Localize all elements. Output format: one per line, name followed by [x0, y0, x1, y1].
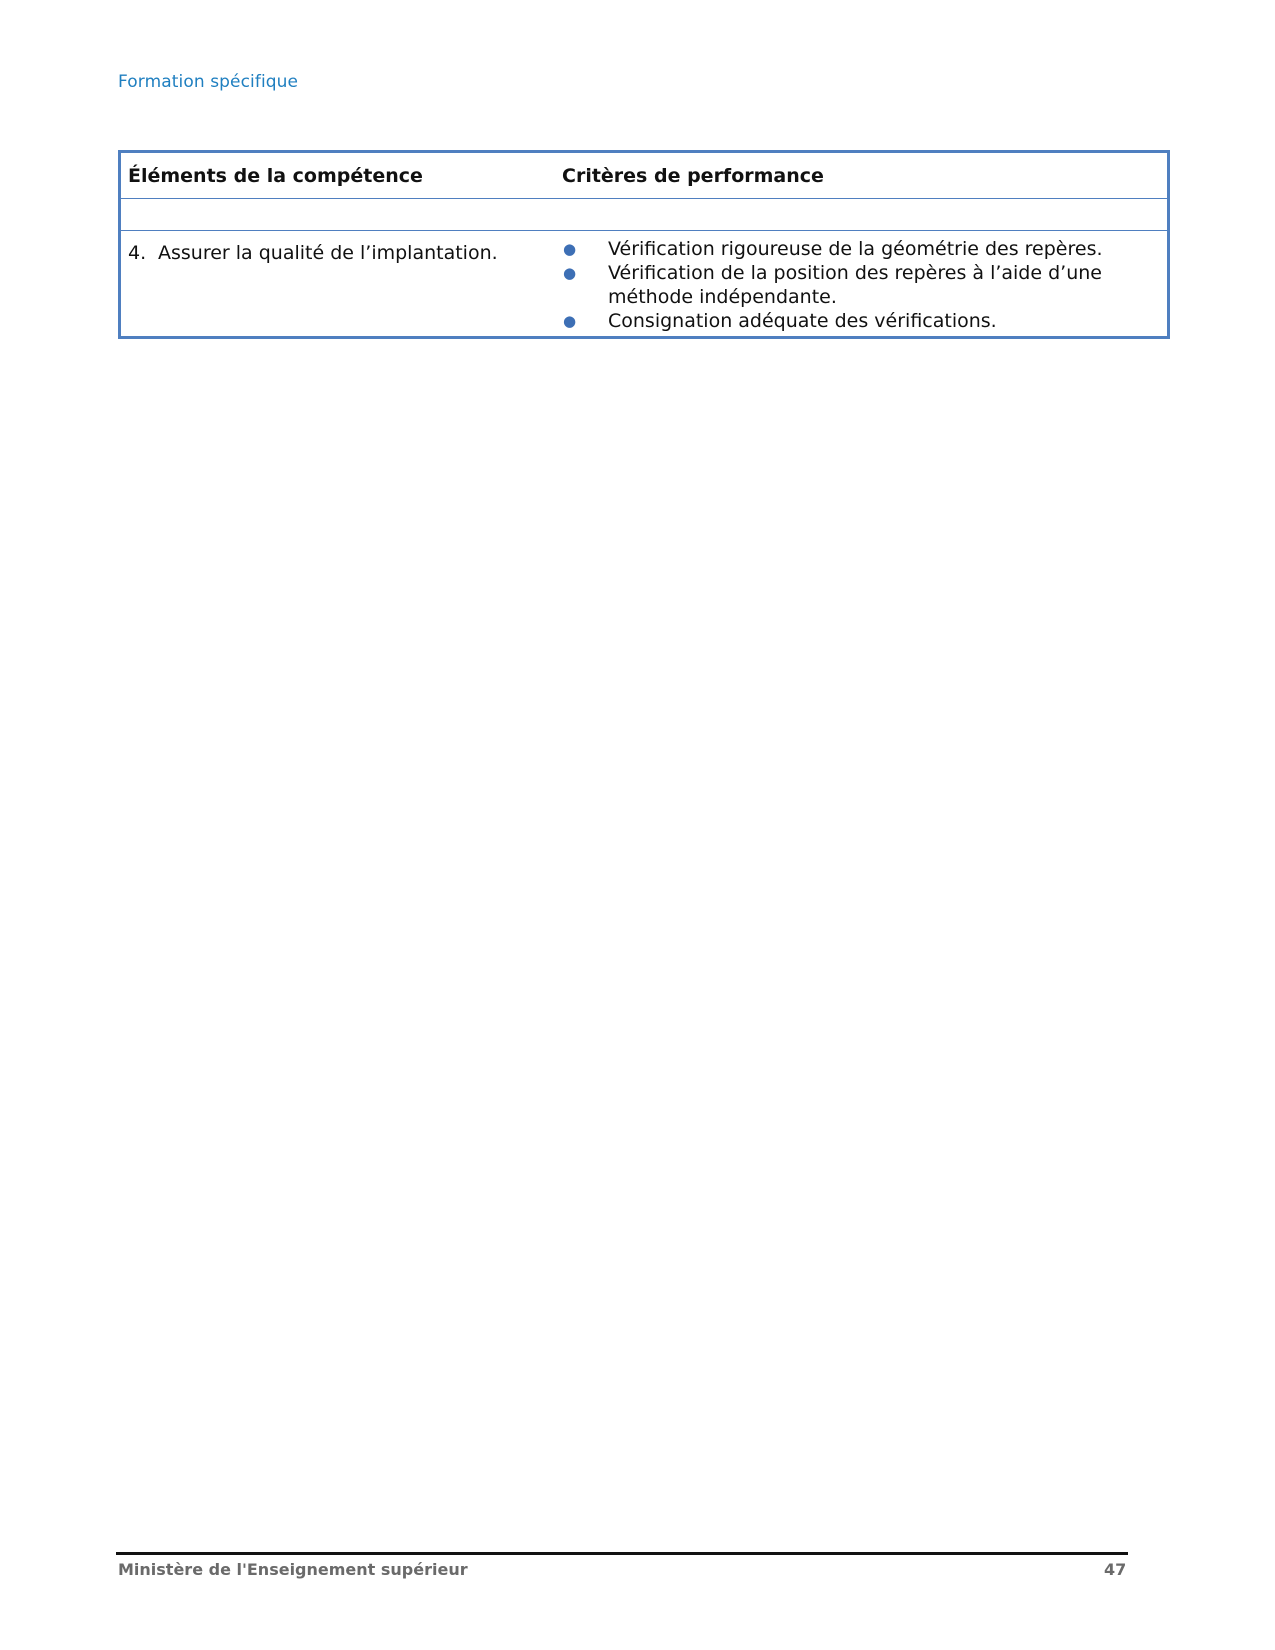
running-header: Formation spécifique	[118, 72, 299, 92]
table-spacer-row	[121, 199, 1167, 231]
footer-divider	[116, 1552, 1128, 1555]
footer-organization: Ministère de l'Enseignement supérieur	[118, 1560, 468, 1579]
bullet-icon: ●	[563, 264, 577, 282]
criteria-text: Consignation adéquate des vérifications.	[608, 310, 997, 332]
element-cell	[121, 237, 562, 333]
bullet-icon: ●	[563, 312, 577, 330]
criteria-cell	[562, 237, 1167, 333]
element-text: Assurer la qualité de l’implantation.	[158, 242, 498, 264]
table-row	[121, 231, 1167, 336]
criteria-text: Vérification de la position des repères à l’aide d’une méthode indépendante.	[608, 262, 1102, 308]
list-item	[562, 309, 1167, 333]
page-number: 47	[1104, 1560, 1127, 1579]
criteria-text: Vérification rigoureuse de la géométrie des repères.	[608, 238, 1103, 260]
bullet-icon: ●	[563, 240, 577, 258]
table-header-row	[121, 153, 1167, 199]
element-number: 4.	[128, 242, 147, 264]
list-item	[562, 261, 1167, 309]
competence-table	[118, 150, 1170, 339]
list-item	[562, 237, 1167, 261]
criteria-list	[562, 237, 1167, 333]
column-header-criteria: Critères de performance	[562, 164, 824, 187]
column-header-elements: Éléments de la compétence	[128, 164, 423, 187]
